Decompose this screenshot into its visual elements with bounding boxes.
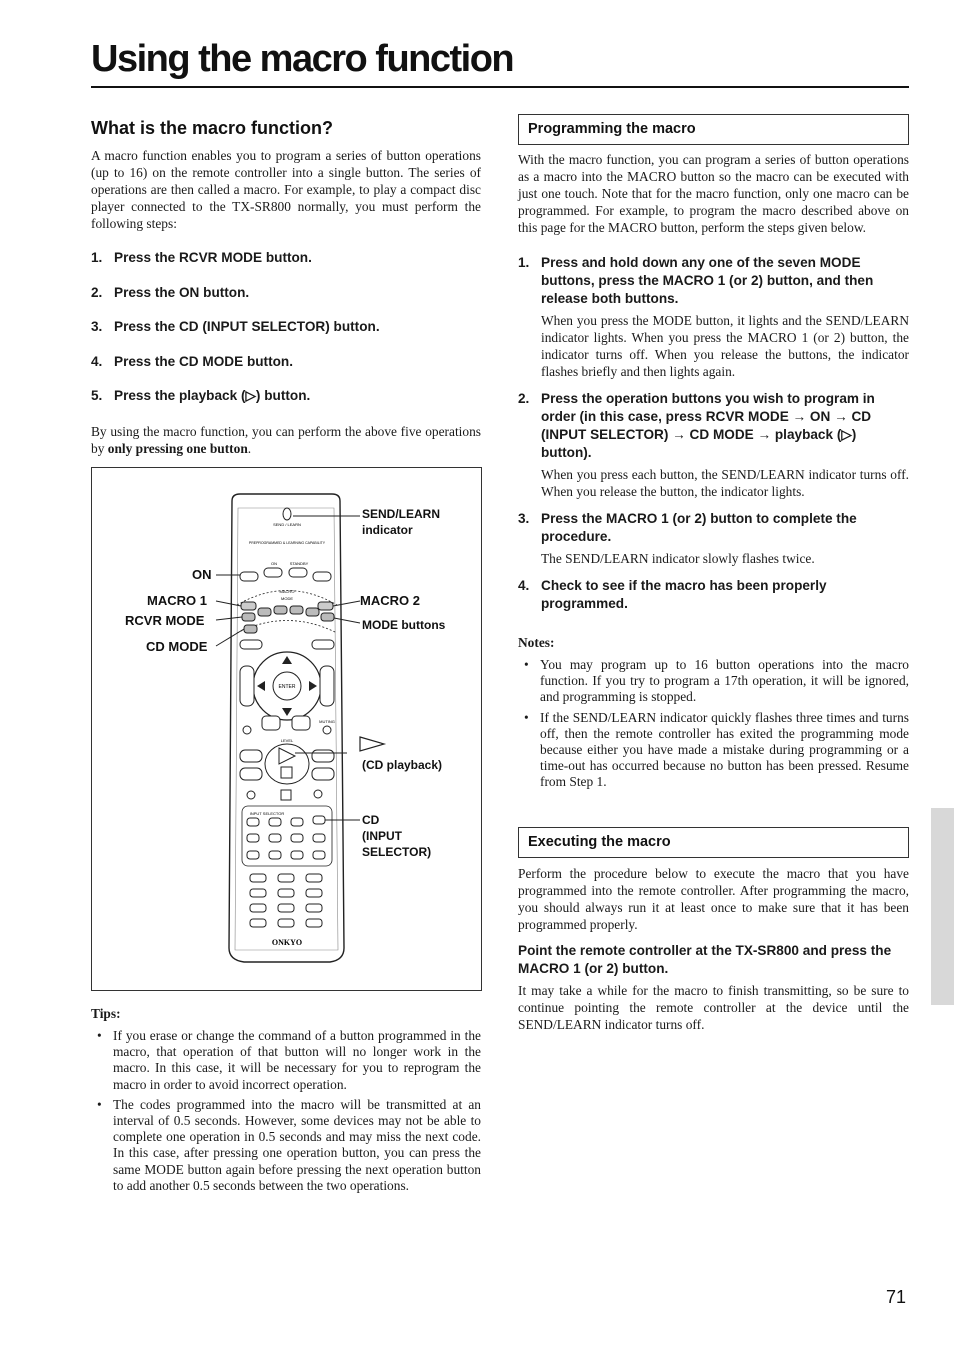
step-number: 2. — [91, 284, 103, 300]
programming-step: 3. Press the MACRO 1 (or 2) button to complete the procedure. The SEND/LEARN indicator slowly flashes twice. — [518, 510, 909, 567]
programming-step: 4. Check to see if the macro has been properly programmed. — [518, 577, 909, 613]
label-rcvr-mode: RCVR MODE — [125, 613, 205, 628]
executing-instruction: Point the remote controller at the TX-SR800 and press the MACRO 1 (or 2) button. — [518, 942, 892, 976]
label-on: ON — [192, 567, 212, 582]
svg-text:STANDBY: STANDBY — [289, 561, 309, 566]
tips-section — [91, 1006, 481, 1198]
note-item: • You may program up to 16 button operations into the macro function. If you try to program a 17th operation, it will be ignored, and programming is stopped. — [518, 657, 909, 706]
step-text: Press the ON button. — [114, 284, 250, 300]
executing-desc: It may take a while for the macro to finish transmitting, so be sure to continue pointing the remote controller at the device until the SEND/LEARN indicator turns off. — [518, 982, 909, 1032]
outro-text: By using the macro function, you can perform the above five operations by — [91, 423, 481, 456]
step-title: Press the MACRO 1 (or 2) button to complete the procedure. — [541, 511, 857, 544]
label-cd-input-selector: CD (INPUT SELECTOR) — [362, 813, 432, 859]
svg-text:MODE: MODE — [281, 596, 293, 601]
step-title: Check to see if the macro has been properly programmed. — [541, 578, 827, 611]
label-macro1: MACRO 1 — [147, 593, 207, 608]
remote-brand: ONKYO — [271, 938, 303, 947]
step-text: Press the RCVR MODE button. — [114, 250, 312, 265]
example-steps — [91, 250, 481, 423]
label-cd-playback: (CD playback) — [362, 758, 443, 772]
step-desc: When you press each button, the SEND/LEARN indicator turns off. When you release the button, the indicator lights. — [541, 467, 909, 499]
step-item — [91, 285, 481, 320]
label-mode-buttons: MODE buttons — [362, 618, 446, 632]
section-heading-programming: Programming the macro — [518, 114, 909, 145]
section-heading-what-is: What is the macro function? — [91, 118, 334, 138]
intro-paragraph: A macro function enables you to program a series of button operations (up to 16) on the remote controller into a single button. The series of operations are then called a macro. For example, to play a compact disc player connected to the TX-SR800 normally, you must perform the following steps: — [91, 148, 481, 231]
programming-intro: With the macro function, you can program a series of button operations as a macro into the MACRO button so the macro can be executed with just one touch. Note that for the macro function, only one macro can be programmed. For example, to program the macro described above on this page for the MACRO button, perform the steps given below. — [518, 152, 909, 235]
svg-text:MACRO: MACRO — [279, 589, 295, 594]
step-text: Press the CD MODE button. — [114, 353, 293, 369]
step-desc: The SEND/LEARN indicator slowly flashes twice. — [541, 551, 815, 566]
step-text: Press the playback (▷) button. — [114, 388, 311, 403]
step-title: Press and hold down any one of the seven MODE buttons, press the MACRO 1 (or 2) button, and then release both buttons. — [541, 255, 874, 306]
svg-text:LEVEL: LEVEL — [280, 738, 294, 743]
remote-preprog-text: PREPROGRAMMED & LEARNING CAPABILITY — [248, 541, 326, 545]
step-number: 3. — [91, 319, 103, 334]
remote-illustration — [92, 468, 481, 990]
step-item — [91, 250, 481, 285]
remote-figure — [91, 467, 482, 991]
remote-send-learn-text: SEND / LEARN — [273, 522, 301, 527]
left-column — [91, 118, 481, 457]
svg-text:INPUT SELECTOR: INPUT SELECTOR — [249, 811, 285, 816]
note-item: • If the SEND/LEARN indicator quickly flashes three times and turns off, then the remote controller has exited the programming mode because either you have made a mistake during programming or a time-out has occurred because no button has been pressed. Resume from Step 1. — [518, 710, 909, 791]
tips-title: Tips: — [91, 1006, 121, 1021]
outro-paragraph — [91, 423, 481, 457]
outro-bold: only pressing one button — [107, 440, 248, 456]
step-item — [91, 354, 481, 389]
play-triangle-icon — [360, 737, 384, 751]
step-desc: When you press the MODE button, it lights and the SEND/LEARN indicator lights. When you press the MACRO 1 (or 2) button, the indicator turns off. When you release the buttons, the indicator flashes briefly and then lights again. — [541, 313, 909, 379]
tips-list — [91, 1028, 481, 1194]
label-cd-mode: CD MODE — [146, 639, 208, 654]
step-title: Press the operation buttons you wish to program in order (in this case, press RCVR MODE → ON → CD (INPUT SELECTOR) → CD MODE → playback (▷) button). — [541, 391, 875, 460]
page-title: Using the macro function — [91, 38, 514, 80]
tip-item: • The codes programmed into the macro will be transmitted at an interval of 0.5 seconds. However, some devices may not be able to complete one operation in 0.5 seconds and may miss the next code. In this case, after pressing one operation button, you can press the same MODE button again before pressing the next operation button to add another 0.5 seconds between the two operations. — [91, 1097, 481, 1194]
title-rule — [91, 86, 909, 88]
programming-step: 1. Press and hold down any one of the seven MODE buttons, press the MACRO 1 (or 2) button, and then release both buttons. When you press the MODE button, it lights and the SEND/LEARN indicator lights. When you press the MACRO 1 (or 2) button, the indicator turns off. When you release the buttons, the indicator flashes briefly and then lights again. — [518, 255, 909, 379]
outro-end: . — [247, 440, 252, 456]
step-number: 1. — [91, 250, 103, 265]
side-tab — [931, 808, 954, 1005]
notes-title: Notes: — [518, 635, 555, 650]
page-number: 71 — [886, 1287, 907, 1307]
executing-intro: Perform the procedure below to execute the macro that you have programmed into the remote controller. After programming the macro, you should always run it at least once to make sure that it has been programmed properly. — [518, 865, 909, 932]
right-column — [518, 114, 909, 1033]
svg-text:MUTING: MUTING — [319, 719, 335, 724]
programming-step: 2. Press the operation buttons you wish to program in order (in this case, press RCVR MODE → ON → CD (INPUT SELECTOR) → CD MODE → playback (▷) button). When you press each button, the SEND/LEARN indicator turns off. When you release the button, the indicator lights. — [518, 391, 909, 499]
step-item — [91, 319, 481, 354]
step-item — [91, 388, 481, 423]
label-send-learn: SEND/LEARN indicator — [362, 507, 441, 537]
notes-list — [518, 657, 909, 791]
step-text: Press the CD (INPUT SELECTOR) button. — [114, 319, 380, 334]
tip-item: • If you erase or change the command of a button programmed in the macro, that operation of that button will no longer work in the macro. In this case, it will be necessary for you to reprogram the macro in order to avoid incorrect operation. — [91, 1028, 481, 1093]
step-number: 4. — [91, 353, 103, 369]
svg-text:ENTER: ENTER — [278, 684, 296, 690]
svg-text:ON: ON — [271, 561, 277, 566]
label-macro2: MACRO 2 — [360, 593, 420, 608]
programming-steps — [518, 254, 909, 613]
section-heading-executing: Executing the macro — [518, 827, 909, 858]
step-number: 5. — [91, 388, 103, 403]
